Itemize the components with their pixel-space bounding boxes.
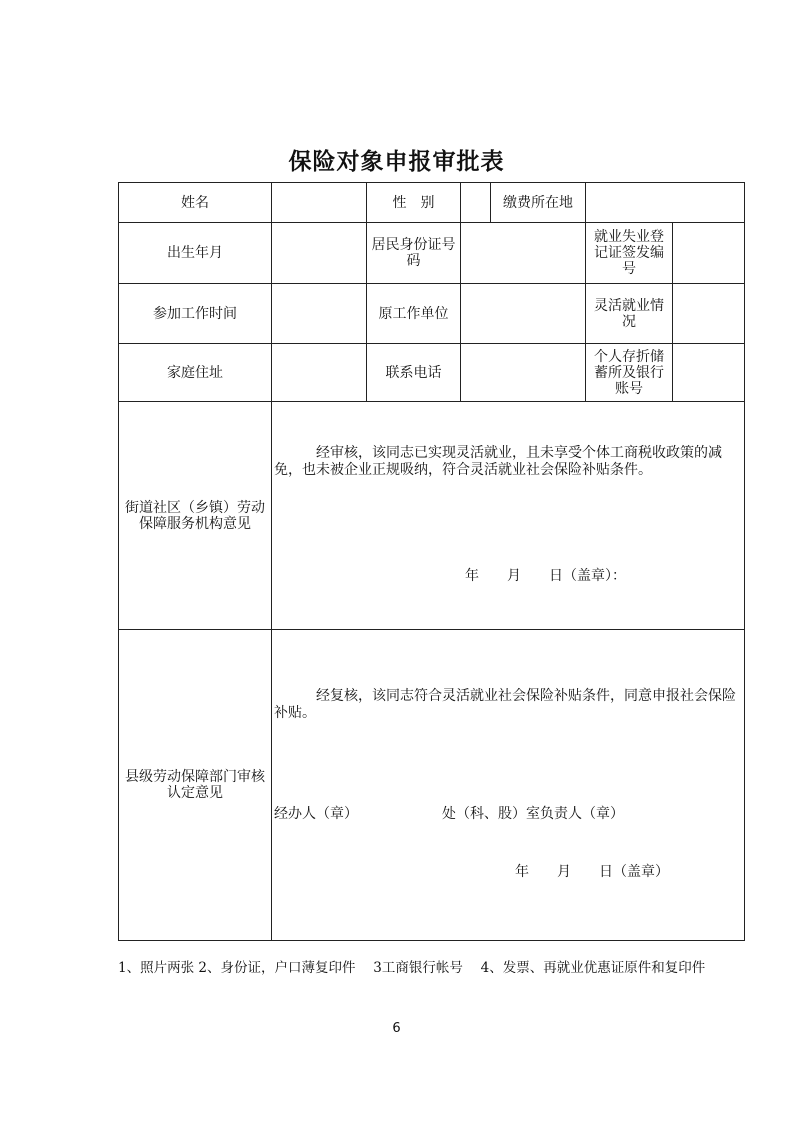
county-label: 县级劳动保障部门审核认定意见 — [119, 630, 272, 941]
orig-unit-field[interactable] — [461, 284, 586, 344]
regno-label: 就业失业登记证签发编号 — [586, 223, 673, 284]
street-label: 街道社区（乡镇）劳动保障服务机构意见 — [119, 402, 272, 630]
form-row-name — [119, 183, 745, 223]
application-form-table — [118, 182, 745, 941]
regno-field[interactable] — [673, 223, 745, 284]
payplace-field[interactable] — [586, 183, 745, 223]
birth-field[interactable] — [272, 223, 367, 284]
form-row-worktime — [119, 284, 745, 344]
worktime-label: 参加工作时间 — [119, 284, 272, 344]
gender-label: 性 别 — [367, 183, 461, 223]
county-opinion-cell[interactable] — [272, 630, 745, 941]
section-head-signature: 处（科、股）室负责人（章） — [442, 806, 624, 822]
address-field[interactable] — [272, 344, 367, 402]
id-field[interactable] — [461, 223, 586, 284]
handler-signature: 经办人（章） — [274, 806, 358, 822]
id-label: 居民身份证号码 — [367, 223, 461, 284]
attachments-note: 1、照片两张 2、身份证，户口薄复印件 3工商银行帐号 4、发票、再就业优惠证原件和复印件 — [118, 960, 706, 976]
street-opinion-text: 经审核，该同志已实现灵活就业，且未享受个体工商税收政策的减免，也未被企业正规吸纳，符合灵活就业社会保险补贴条件。 — [274, 445, 722, 478]
street-opinion-row — [119, 402, 745, 630]
bank-label: 个人存折储蓄所及银行账号 — [586, 344, 673, 402]
bank-field[interactable] — [673, 344, 745, 402]
page-number: 6 — [392, 1021, 401, 1036]
worktime-field[interactable] — [272, 284, 367, 344]
county-opinion-text: 经复核，该同志符合灵活就业社会保险补贴条件，同意申报社会保险补贴。 — [274, 688, 736, 721]
form-row-address — [119, 344, 745, 402]
phone-label: 联系电话 — [367, 344, 461, 402]
payplace-label: 缴费所在地 — [491, 183, 586, 223]
address-label: 家庭住址 — [119, 344, 272, 402]
flex-field[interactable] — [673, 284, 745, 344]
birth-label: 出生年月 — [119, 223, 272, 284]
phone-field[interactable] — [461, 344, 586, 402]
name-field[interactable] — [272, 183, 367, 223]
flex-label: 灵活就业情况 — [586, 284, 673, 344]
orig-unit-label: 原工作单位 — [367, 284, 461, 344]
page-title: 保险对象申报审批表 — [288, 149, 505, 175]
county-opinion-row — [119, 630, 745, 941]
gender-field[interactable] — [461, 183, 491, 223]
form-row-birth — [119, 223, 745, 284]
street-opinion-cell[interactable] — [272, 402, 745, 630]
county-date-stamp: 年 月 日（盖章） — [515, 864, 669, 880]
name-label: 姓名 — [119, 183, 272, 223]
street-date-stamp: 年 月 日（盖章）： — [465, 568, 626, 584]
